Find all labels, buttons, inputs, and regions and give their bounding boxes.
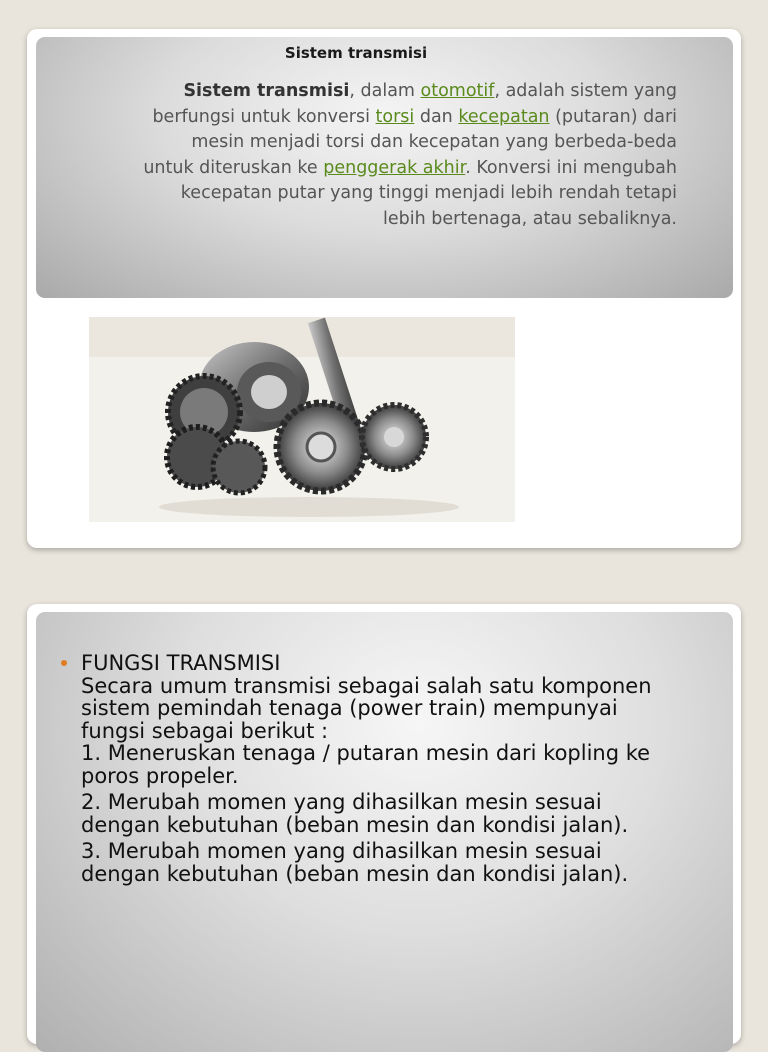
text-fragment: dan (414, 106, 459, 127)
gears-illustration (89, 317, 515, 522)
item-2-line: 2. Merubah momen yang dihasilkan mesin sesuai (81, 790, 602, 814)
intro-line: Secara umum transmisi sebagai salah satu komponen (81, 673, 652, 698)
slide-2 (27, 604, 741, 1044)
bullet-dot-icon (61, 660, 67, 666)
slide-title: Sistem transmisi (284, 44, 428, 62)
term-bold: Sistem transmisi (183, 81, 350, 101)
item-3-line: dengan kebutuhan (beban mesin dan kondisi jalan). (81, 861, 629, 886)
text-panel (36, 37, 733, 298)
link-torsi[interactable]: torsi (375, 106, 415, 127)
item-3-line: 3. Merubah momen yang dihasilkan mesin sesuai (81, 839, 602, 863)
text-fragment: , dalam (349, 81, 421, 101)
item-1-line: poros propeler. (81, 763, 239, 788)
item-2-line: dengan kebutuhan (beban mesin dan kondisi jalan). (81, 812, 629, 837)
intro-line: sistem pemindah tenaga (power train) mempunyai (81, 696, 618, 720)
intro-line: fungsi sebagai berikut : (81, 718, 329, 743)
content-panel (36, 612, 733, 1052)
slide-1 (27, 29, 741, 548)
item-1-line: 1. Meneruskan tenaga / putaran mesin dari kopling ke (81, 741, 651, 765)
description-paragraph (137, 79, 677, 232)
link-penggerak-akhir[interactable]: penggerak akhir (323, 157, 466, 178)
link-otomotif[interactable]: otomotif (420, 81, 495, 101)
link-kecepatan[interactable]: kecepatan (458, 106, 550, 127)
bullet-heading: FUNGSI TRANSMISI (81, 651, 281, 675)
bullet-item (81, 652, 652, 885)
text-fragment: . Konversi ini mengubah kecepatan putar yang tinggi menjadi lebih rendah tetapi lebih bertenaga, atau sebaliknya. (180, 157, 677, 229)
transmission-gears-photo (89, 317, 515, 522)
text-fragment: (putaran) dari mesin menjadi torsi dan kecepatan yang berbeda-beda untuk diteruskan ke (143, 106, 677, 178)
text-fragment: , adalah sistem yang berfungsi untuk konversi (152, 81, 677, 127)
